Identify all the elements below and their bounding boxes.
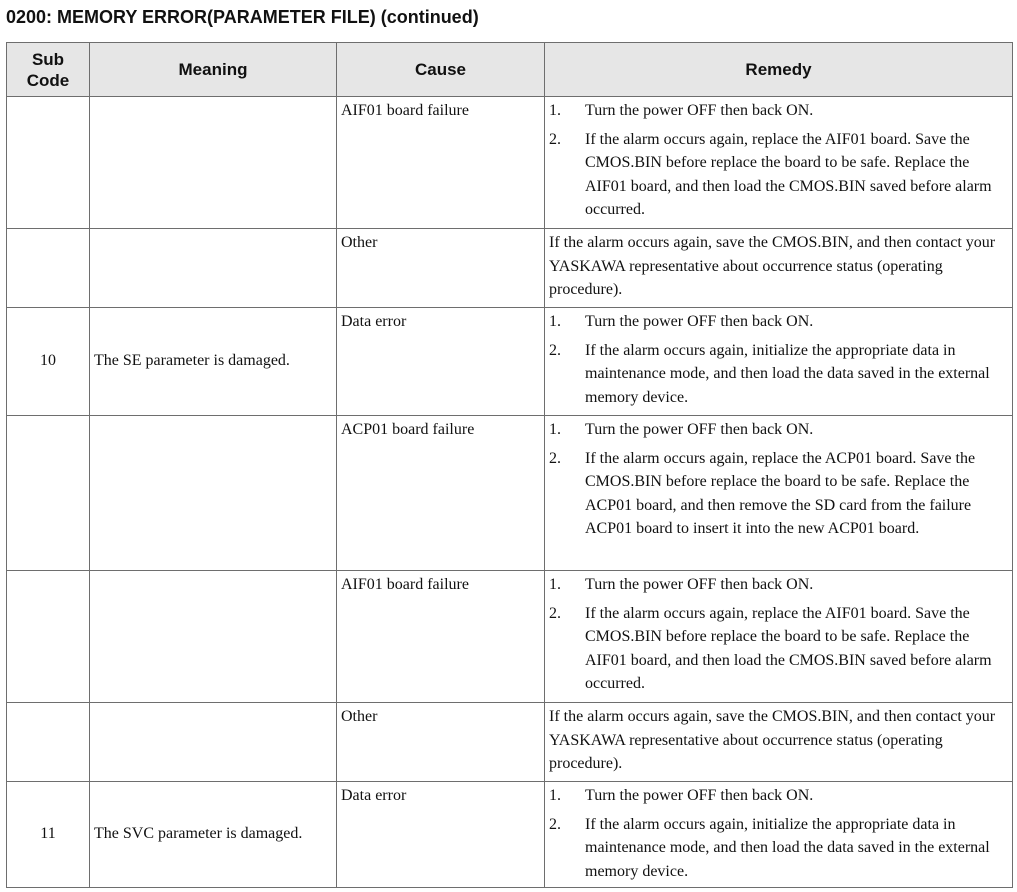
remedy-step xyxy=(549,128,1008,222)
meaning-cell xyxy=(90,416,337,571)
table-header-row xyxy=(7,43,1013,97)
remedy-step xyxy=(549,99,1008,123)
meaning-cell xyxy=(90,571,337,703)
remedy-step xyxy=(549,418,1008,442)
remedy-step xyxy=(549,447,1008,541)
step-number: 1. xyxy=(549,787,561,804)
table-row xyxy=(7,416,1013,571)
remedy-cell: If the alarm occurs again, save the CMOS.BIN, and then contact your YASKAWA representative about occurrence status (operating procedure). xyxy=(545,229,1013,308)
remedy-steps xyxy=(549,573,1008,696)
remedy-steps xyxy=(549,784,1008,883)
step-number: 2. xyxy=(549,341,561,359)
table-row xyxy=(7,308,1013,416)
remedy-steps xyxy=(549,418,1008,541)
sub-code-cell xyxy=(7,571,90,703)
cause-cell: Other xyxy=(337,229,545,308)
remedy-step xyxy=(549,339,1008,410)
table-row xyxy=(7,782,1013,888)
step-text: If the alarm occurs again, replace the AIF01 board. Save the CMOS.BIN before replace the board to be safe. Replace the AIF01 board, and then load the CMOS.BIN saved before alarm occurred. xyxy=(585,604,992,692)
page-title: 0200: MEMORY ERROR(PARAMETER FILE) (continued) xyxy=(6,7,479,27)
step-number: 1. xyxy=(549,102,561,119)
remedy-cell xyxy=(545,571,1013,703)
cause-cell: Other xyxy=(337,703,545,782)
remedy-cell xyxy=(545,416,1013,571)
step-number: 2. xyxy=(549,604,561,622)
step-text: If the alarm occurs again, initialize the appropriate data in maintenance mode, and then load the data saved in the external memory device. xyxy=(585,341,990,406)
step-text: Turn the power OFF then back ON. xyxy=(585,787,814,804)
step-text: Turn the power OFF then back ON. xyxy=(585,421,814,438)
meaning-cell: The SE parameter is damaged. xyxy=(90,308,337,416)
remedy-steps xyxy=(549,310,1008,409)
meaning-cell xyxy=(90,97,337,229)
cause-cell: AIF01 board failure xyxy=(337,97,545,229)
remedy-steps xyxy=(549,99,1008,222)
remedy-cell xyxy=(545,308,1013,416)
meaning-cell: The SVC parameter is damaged. xyxy=(90,782,337,888)
step-number: 2. xyxy=(549,815,561,833)
remedy-step xyxy=(549,602,1008,696)
table-row xyxy=(7,97,1013,229)
sub-code-cell: 10 xyxy=(7,308,90,416)
table-row xyxy=(7,571,1013,703)
remedy-cell: If the alarm occurs again, save the CMOS.BIN, and then contact your YASKAWA representative about occurrence status (operating procedure). xyxy=(545,703,1013,782)
cause-cell: Data error xyxy=(337,308,545,416)
header-cause: Cause xyxy=(337,43,545,97)
remedy-step xyxy=(549,310,1008,334)
cause-cell: AIF01 board failure xyxy=(337,571,545,703)
cause-cell: Data error xyxy=(337,782,545,888)
remedy-step xyxy=(549,784,1008,808)
step-number: 2. xyxy=(549,130,561,148)
step-text: Turn the power OFF then back ON. xyxy=(585,313,814,330)
table-row xyxy=(7,703,1013,782)
step-number: 1. xyxy=(549,421,561,438)
remedy-cell xyxy=(545,782,1013,888)
step-text: If the alarm occurs again, replace the AIF01 board. Save the CMOS.BIN before replace the board to be safe. Replace the AIF01 board, and then load the CMOS.BIN saved before alarm occurred. xyxy=(585,130,992,218)
step-text: If the alarm occurs again, replace the ACP01 board. Save the CMOS.BIN before replace the board to be safe. Replace the ACP01 board, and then remove the SD card from the failure ACP01 board to insert it into the new ACP01 board. xyxy=(585,449,976,537)
sub-code-cell xyxy=(7,703,90,782)
meaning-cell xyxy=(90,703,337,782)
header-remedy: Remedy xyxy=(545,43,1013,97)
sub-code-cell xyxy=(7,229,90,308)
remedy-cell xyxy=(545,97,1013,229)
alarm-table xyxy=(6,42,1013,888)
header-meaning: Meaning xyxy=(90,43,337,97)
step-text: If the alarm occurs again, initialize the appropriate data in maintenance mode, and then load the data saved in the external memory device. xyxy=(585,815,990,880)
step-number: 2. xyxy=(549,449,561,467)
step-number: 1. xyxy=(549,313,561,330)
header-sub-code: Sub Code xyxy=(7,43,90,97)
sub-code-cell xyxy=(7,416,90,571)
cause-cell: ACP01 board failure xyxy=(337,416,545,571)
step-text: Turn the power OFF then back ON. xyxy=(585,576,814,593)
remedy-step xyxy=(549,813,1008,884)
step-number: 1. xyxy=(549,576,561,593)
step-text: Turn the power OFF then back ON. xyxy=(585,102,814,119)
meaning-cell xyxy=(90,229,337,308)
table-row xyxy=(7,229,1013,308)
remedy-step xyxy=(549,573,1008,597)
sub-code-cell: 11 xyxy=(7,782,90,888)
sub-code-cell xyxy=(7,97,90,229)
